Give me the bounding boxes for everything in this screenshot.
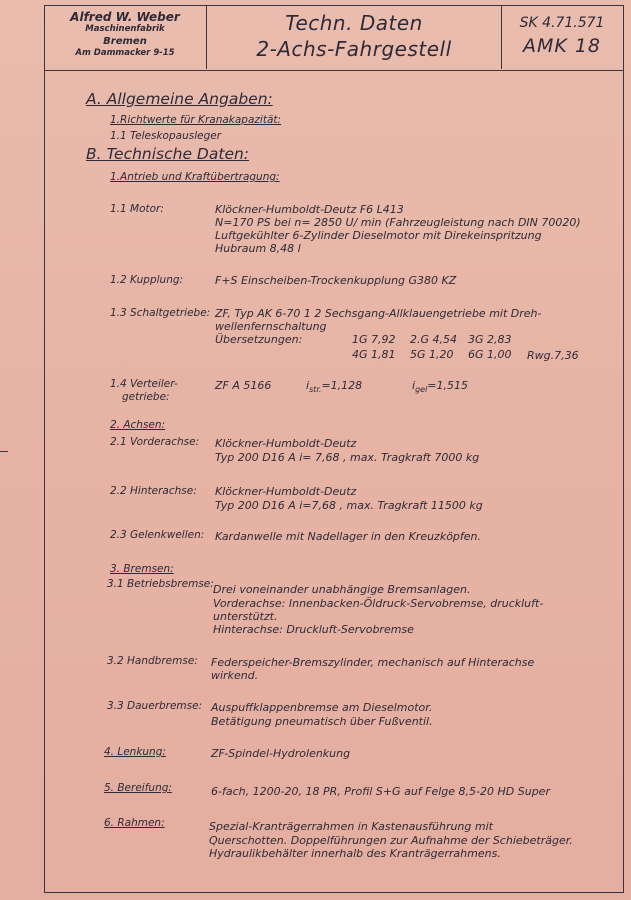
bremsen-heading: 3. Bremsen:: [110, 563, 174, 575]
vorderachse-label: 2.1 Vorderachse:: [110, 436, 200, 448]
verteiler-label-1: 1.4 Verteiler-: [110, 378, 178, 390]
gear-1: 1G 7,92: [352, 333, 396, 346]
gear-4: 4G 1,81: [352, 348, 396, 361]
dauerbremse-line-2: Betätigung pneumatisch über Fußventil.: [211, 715, 433, 728]
bereifung-label: 5. Bereifung:: [104, 782, 172, 794]
company-city: Bremen: [103, 36, 147, 47]
schaltgetriebe-line-3: Übersetzungen:: [215, 333, 303, 346]
schaltgetriebe-label: 1.3 Schaltgetriebe:: [110, 307, 211, 319]
betriebsbremse-line-3: unterstützt.: [213, 610, 278, 623]
vorderachse-line-2: Typ 200 D16 A i= 7,68 , max. Tragkraft 7000 kg: [215, 451, 480, 464]
betriebsbremse-line-2: Vorderachse: Innenbacken-Öldruck-Servobremse, druckluft-: [213, 597, 544, 610]
gear-reverse: Rwg.7,36: [527, 349, 579, 362]
company-block: [44, 5, 207, 69]
id-cell: [502, 5, 622, 69]
hinterachse-line-1: Klöckner-Humboldt-Deutz: [215, 485, 357, 498]
hinterachse-line-2: Typ 200 D16 A i=7,68 , max. Tragkraft 11500 kg: [215, 499, 483, 512]
gear-2: 2.G 4,54: [410, 333, 458, 346]
section-a-sub1-1: 1.1 Teleskopausleger: [110, 130, 222, 142]
betriebsbremse-line-4: Hinterachse: Druckluft-Servobremse: [213, 623, 414, 636]
margin-tick: [0, 451, 8, 452]
verteiler-type: ZF A 5166: [215, 379, 272, 392]
section-b-heading: B. Technische Daten:: [86, 145, 250, 163]
gelenkwellen-text: Kardanwelle mit Nadellager in den Kreuzköpfen.: [215, 530, 482, 543]
vorderachse-line-1: Klöckner-Humboldt-Deutz: [215, 437, 357, 450]
company-name: Alfred W. Weber: [70, 10, 180, 24]
title-line-1: Techn. Daten: [285, 11, 423, 35]
dauerbremse-line-1: Auspuffklappenbremse am Dieselmotor.: [211, 701, 433, 714]
rahmen-line-3: Hydraulikbehälter innerhalb des Kranträgerrahmens.: [209, 847, 501, 860]
section-b-sub1: 1.Antrieb und Kraftübertragung:: [110, 171, 280, 183]
section-a-heading: A. Allgemeine Angaben:: [86, 90, 273, 108]
handbremse-label: 3.2 Handbremse:: [107, 655, 198, 667]
kupplung-text: F+S Einscheiben-Trockenkupplung G380 KZ: [215, 274, 457, 287]
schaltgetriebe-line-1: ZF, Typ AK 6-70 1 2 Sechsgang-Allklauengetriebe mit Dreh-: [215, 307, 542, 320]
handbremse-line-1: Federspeicher-Bremszylinder, mechanisch auf Hinterachse: [211, 656, 535, 669]
motor-line-1: Klöckner-Humboldt-Deutz F6 L413: [215, 203, 404, 216]
company-subtitle: Maschinenfabrik: [85, 24, 165, 34]
betriebsbremse-label: 3.1 Betriebsbremse:: [107, 578, 214, 590]
title-cell: [207, 5, 502, 69]
kupplung-label: 1.2 Kupplung:: [110, 274, 184, 286]
gear-6: 6G 1,00: [468, 348, 512, 361]
hinterachse-label: 2.2 Hinterachse:: [110, 485, 197, 497]
motor-line-4: Hubraum 8,48 l: [215, 242, 301, 255]
dauerbremse-label: 3.3 Dauerbremse:: [107, 700, 203, 712]
rahmen-line-1: Spezial-Kranträgerrahmen in Kastenausführung mit: [209, 820, 493, 833]
title-line-2: 2-Achs-Fahrgestell: [256, 37, 452, 61]
motor-line-3: Luftgekühlter 6-Zylinder Dieselmotor mit Direkeinspritzung: [215, 229, 542, 242]
lenkung-text: ZF-Spindel-Hydrolenkung: [211, 747, 351, 760]
doc-number: SK 4.71.571: [519, 15, 605, 31]
bereifung-text: 6-fach, 1200-20, 18 PR, Profil S+G auf Felge 8,5-20 HD Super: [211, 785, 550, 798]
company-address: Am Dammacker 9-15: [75, 48, 175, 58]
title-block: [44, 5, 624, 71]
motor-label: 1.1 Motor:: [110, 203, 164, 215]
handbremse-line-2: wirkend.: [211, 669, 259, 682]
section-a-sub1: 1.Richtwerte für Kranakapazität:: [110, 114, 282, 126]
schaltgetriebe-line-2: wellenfernschaltung: [215, 320, 327, 333]
gear-3: 3G 2,83: [468, 333, 512, 346]
verteiler-i-gel: $i_{gel}=1,515$: [412, 379, 469, 394]
betriebsbremse-line-1: Drei voneinander unabhängige Bremsanlagen.: [213, 583, 471, 596]
model-code: AMK 18: [522, 35, 602, 57]
gear-5: 5G 1,20: [410, 348, 454, 361]
verteiler-i-str: $i_{str.}=1,128$: [306, 379, 363, 394]
motor-line-2: N=170 PS bei n= 2850 U/ min (Fahrzeugleistung nach DIN 70020): [215, 216, 581, 229]
lenkung-label: 4. Lenkung:: [104, 746, 166, 758]
rahmen-line-2: Querschotten. Doppelführungen zur Aufnahme der Schiebeträger.: [209, 834, 573, 847]
rahmen-label: 6. Rahmen:: [104, 817, 165, 829]
achsen-heading: 2. Achsen:: [110, 419, 166, 431]
verteiler-label-2: getriebe:: [122, 391, 170, 403]
gelenkwellen-label: 2.3 Gelenkwellen:: [110, 529, 205, 541]
